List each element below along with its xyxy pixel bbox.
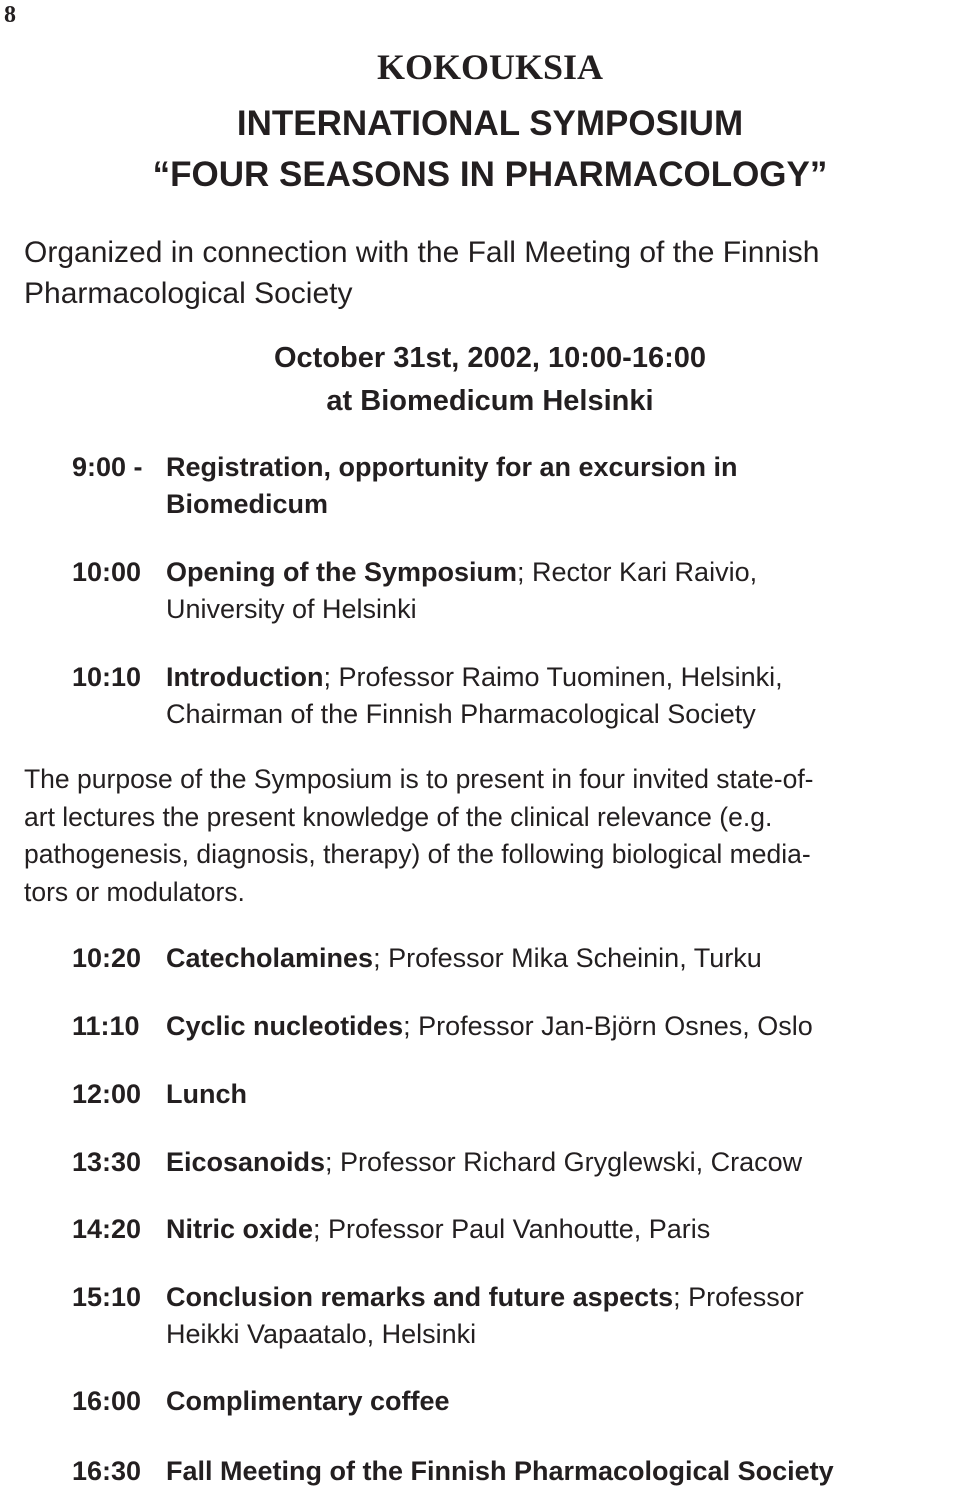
item-title: Cyclic nucleotides [166, 1011, 404, 1041]
date-line: October 31st, 2002, 10:00-16:00 [273, 342, 707, 374]
item-title: Introduction [166, 662, 324, 692]
item-detail: ; Professor Paul Vanhoutte, Paris [313, 1214, 711, 1244]
purpose-line: art lectures the present knowledge of the clinical relevance (e.g. [24, 801, 773, 832]
item-title: Biomedicum [166, 489, 329, 519]
time: 14:20 [72, 1214, 142, 1244]
item-detail: University of Helsinki [166, 594, 417, 624]
purpose-paragraph [24, 761, 814, 911]
venue-line: at Biomedicum Helsinki [326, 385, 654, 417]
item-detail: Heikki Vapaatalo, Helsinki [166, 1319, 477, 1349]
date-block [0, 337, 960, 423]
item-title: Catecholamines [166, 943, 374, 973]
time: 15:10 [72, 1282, 142, 1312]
item-title: Opening of the Symposium [166, 557, 518, 587]
time: 12:00 [72, 1079, 142, 1109]
purpose-line: pathogenesis, diagnosis, therapy) of the following biological media- [24, 839, 811, 869]
item-detail: ; Professor Richard Gryglewski, Cracow [325, 1147, 803, 1177]
item-title: Lunch [166, 1079, 247, 1109]
purpose-line: The purpose of the Symposium is to present in four invited state-of- [24, 764, 814, 794]
time: 16:00 [72, 1386, 142, 1416]
item-detail: Chairman of the Finnish Pharmacological Society [166, 699, 756, 729]
time: 9:00 - [72, 452, 143, 482]
item-title: Fall Meeting of the Finnish Pharmacological Society [166, 1456, 834, 1486]
item-title: Registration, opportunity for an excursion in [166, 452, 738, 482]
item-title: Nitric oxide [166, 1214, 314, 1244]
item-title: Eicosanoids [166, 1147, 326, 1177]
time: 13:30 [72, 1147, 142, 1177]
item-title: Conclusion remarks and future aspects [166, 1282, 674, 1312]
section-heading: KOKOUKSIA [376, 47, 604, 87]
item-detail: ; Professor Mika Scheinin, Turku [373, 943, 762, 973]
item-title: Complimentary coffee [166, 1386, 450, 1416]
page-number: 8 [4, 2, 16, 28]
intro-line: Pharmacological Society [24, 277, 353, 310]
item-detail: ; Professor [673, 1282, 804, 1312]
item-detail: ; Professor Raimo Tuominen, Helsinki, [323, 662, 783, 692]
item-detail: ; Rector Kari Raivio, [517, 557, 758, 587]
intro-paragraph [24, 232, 819, 314]
purpose-line: tors or modulators. [24, 876, 245, 907]
title-line-2: “FOUR SEASONS IN PHARMACOLOGY” [152, 155, 828, 194]
time: 10:20 [72, 943, 142, 973]
time: 16:30 [72, 1456, 142, 1486]
item-detail: ; Professor Jan-Björn Osnes, Oslo [403, 1011, 813, 1041]
time: 11:10 [72, 1011, 140, 1041]
time: 10:00 [72, 557, 142, 587]
intro-line: Organized in connection with the Fall Meeting of the Finnish [24, 236, 820, 269]
time: 10:10 [72, 662, 142, 692]
title-line-1: INTERNATIONAL SYMPOSIUM [236, 104, 744, 143]
